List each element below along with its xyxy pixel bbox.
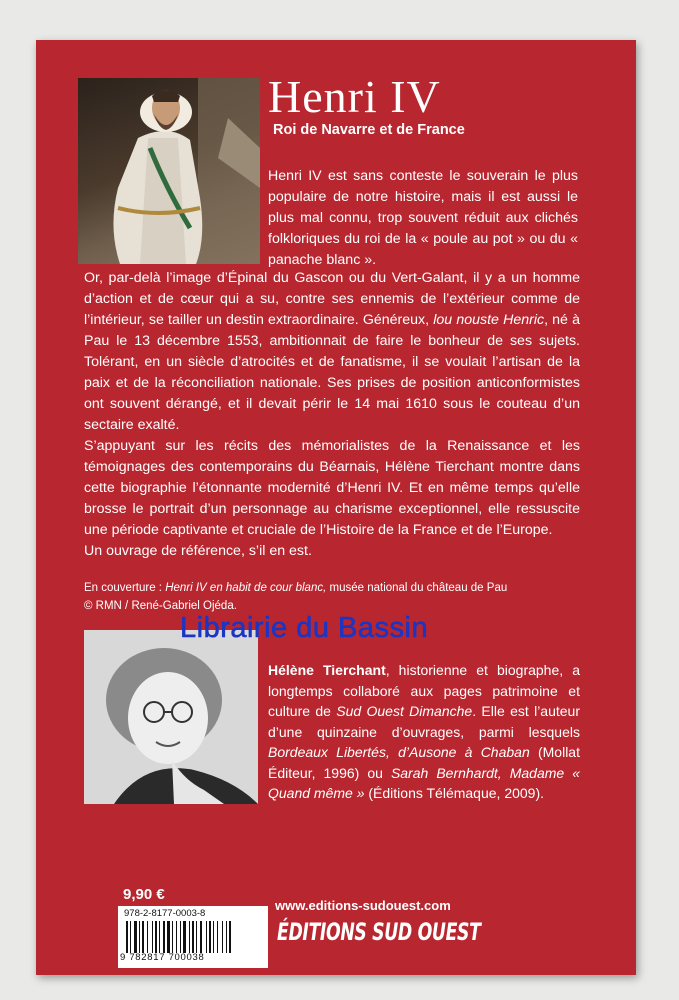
synopsis-italic-text: lou nouste Henric: [433, 312, 545, 328]
cover-credit: [84, 579, 584, 615]
book-subtitle: Roi de Navarre et de France: [273, 122, 465, 138]
author-bio-text: (Mollat Éditeur, 1996) ou: [268, 744, 580, 781]
author-bio-text: (Éditions Télémaque, 2009).: [364, 785, 545, 801]
author-book-title: Sarah Bernhardt, Madame « Quand même »: [268, 764, 580, 801]
synopsis-text: Or, par-delà l’image d’Épinal du Gascon ou du Vert-Galant, il y a un homme d’action et de cœur qui a su, contre ses ennemis de l’extérieur comme de l’intérieur, se tailler un destin extraordinaire. Généreux,: [84, 270, 580, 328]
author-newspaper: Sud Ouest Dimanche: [336, 703, 473, 719]
credit-photo: © RMN / René-Gabriel Ojéda.: [84, 600, 237, 612]
author-book-title: Bordeaux Libertés, d’Ausone à Chaban: [268, 744, 530, 760]
author-bio-text: . Elle est l’auteur d’une quinzaine d’ouvrages, parmi lesquels: [268, 703, 581, 740]
credit-artwork: Henri IV en habit de cour blanc,: [165, 582, 327, 594]
barcode-bars-icon: [126, 921, 260, 953]
credit-museum: musée national du château de Pau: [326, 582, 508, 594]
author-photo: [84, 630, 258, 804]
author-name: Hélène Tierchant: [268, 662, 386, 678]
credit-prefix: En couverture :: [84, 582, 166, 594]
barcode-digits: 9 782817 700038: [120, 952, 205, 963]
isbn-number: 978-2-8177-0003-8: [124, 908, 206, 919]
synopsis: [84, 268, 580, 562]
synopsis-paragraph-3: Un ouvrage de référence, s’il en est.: [84, 543, 312, 559]
synopsis-paragraph-2: S’appuyant sur les récits des mémorialistes de la Renaissance et les témoignages des contemporains du Béarnais, Hélène Tierchant montre dans cette biographie l’étonnante modernité d’Henri IV. Et en même temps qu’elle brosse le portrait d’un personnage au charisme exceptionnel, elle ressuscite une période captivante et cruciale de l’Histoire de la France et de l’Europe.: [84, 438, 580, 538]
synopsis-paragraph-1: [84, 268, 580, 436]
barcode: [118, 906, 268, 968]
price-label: 9,90 €: [123, 886, 165, 903]
intro-paragraph: Henri IV est sans conteste le souverain le plus populaire de notre histoire, mais il est aussi le plus mal connu, trop souvent réduit aux clichés folkloriques du roi de la « poule au pot » ou du « panache blanc ».: [268, 168, 578, 268]
synopsis-text: , né à Pau le 13 décembre 1553, ambitionnait de faire le bonheur de ses sujets. Tolérant, en un siècle d’atrocités et de fanatisme, il se voulait l’artisan de la paix et de la réconciliation nationale. Ses prises de position anticonformistes ont souvent dérangé, et il devait périr le 14 mai 1610 sous le couteau d’un sectaire exalté.: [84, 312, 580, 433]
author-bio-text: , historienne et biographe, a longtemps collaboré aux pages patrimoine et culture de: [268, 662, 580, 719]
author-bio: [268, 660, 580, 804]
publisher-website: www.editions-sudouest.com: [275, 898, 451, 913]
bookshop-watermark: Librairie du Bassin: [180, 612, 429, 644]
cover-portrait-image: [78, 78, 260, 264]
publisher-logo: ÉDITIONS SUD OUEST: [277, 918, 481, 946]
book-title: Henri IV: [268, 71, 441, 122]
portrait-figure-icon: [78, 78, 260, 264]
author-portrait-icon: [84, 630, 258, 804]
